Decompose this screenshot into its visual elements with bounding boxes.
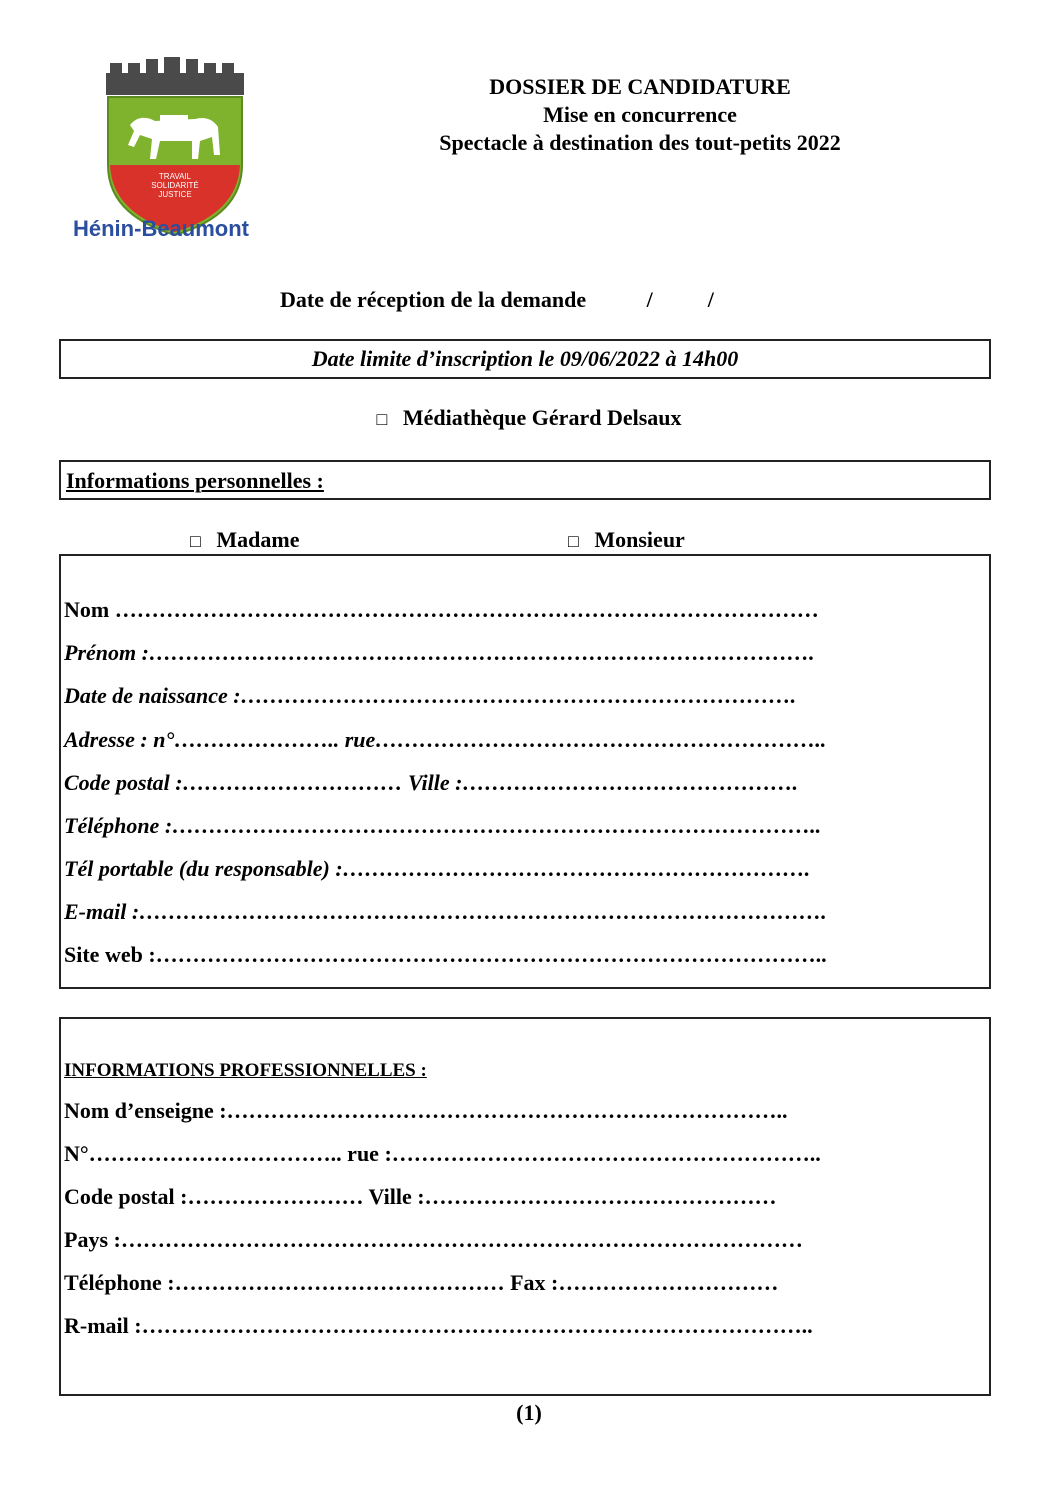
field-pro-code-postal-ville[interactable]: Code postal :…………………… Ville :………………………………………… <box>64 1184 777 1209</box>
field-pro-telephone-fax[interactable]: Téléphone :……………………………………… Fax :………………………… <box>64 1270 779 1295</box>
civility-label: Madame <box>216 527 300 552</box>
field-nom[interactable]: Nom …………………………………………………………………………………… <box>64 597 819 622</box>
field-pays[interactable]: Pays :………………………………………………………………………………… <box>64 1227 803 1252</box>
header-title: DOSSIER DE CANDIDATURE <box>489 74 791 99</box>
field-date-naissance[interactable]: Date de naissance :…………………………………………………………………. <box>64 683 797 708</box>
field-tel-portable[interactable]: Tél portable (du responsable) :………………………………………………………. <box>64 856 811 881</box>
field-email[interactable]: E-mail :…………………………………………………………………………………. <box>64 899 827 924</box>
logo-motto <box>128 172 222 199</box>
reception-date-line: Date de réception de la demande / / <box>280 287 714 312</box>
checkbox-icon[interactable]: □ <box>376 409 388 429</box>
header-subtitle: Mise en concurrence <box>543 102 737 127</box>
logo-city-name: Hénin-Beaumont <box>73 216 249 241</box>
field-site-web[interactable]: Site web :……………………………………………………………………………….. <box>64 942 827 967</box>
page-number: (1) <box>516 1400 542 1425</box>
deadline-text: Date limite d’inscription le 09/06/2022 à 14h00 <box>311 346 739 371</box>
field-pro-email[interactable]: R-mail :……………………………………………………………………………….. <box>64 1313 813 1338</box>
deadline-box <box>59 339 991 379</box>
professional-info-title: INFORMATIONS PROFESSIONNELLES : <box>64 1060 427 1081</box>
field-numero-rue[interactable]: N°…………………………….. rue :………………………………………………….. <box>64 1141 821 1166</box>
mediatheque-label: Médiathèque Gérard Delsaux <box>402 405 682 430</box>
header-subject: Spectacle à destination des tout-petits 2022 <box>439 130 841 155</box>
document-header <box>330 73 950 157</box>
personal-info-header-box <box>59 460 991 500</box>
motto-word: JUSTICE <box>158 190 192 199</box>
motto-word: TRAVAIL <box>158 172 192 181</box>
field-nom-enseigne[interactable]: Nom d’enseigne :………………………………………………………………….. <box>64 1098 788 1123</box>
checkbox-icon[interactable]: □ <box>190 531 201 551</box>
civility-monsieur[interactable] <box>568 527 685 553</box>
civility-label: Monsieur <box>594 527 685 552</box>
field-code-postal-ville[interactable]: Code postal :………………………… Ville :………………………………………. <box>64 770 798 795</box>
civility-madame[interactable] <box>190 527 299 553</box>
motto-word: SOLIDARITÉ <box>151 181 199 190</box>
field-telephone[interactable]: Téléphone :…………………………………………………………………………….. <box>64 813 822 838</box>
field-prenom[interactable]: Prénom :………………………………………………………………………………. <box>64 640 815 665</box>
field-adresse[interactable]: Adresse : n°………………….. rue…………………………………………………….. <box>64 727 827 752</box>
mediatheque-option[interactable] <box>0 405 1058 431</box>
personal-info-title: Informations personnelles : <box>66 468 324 493</box>
checkbox-icon[interactable]: □ <box>568 531 579 551</box>
